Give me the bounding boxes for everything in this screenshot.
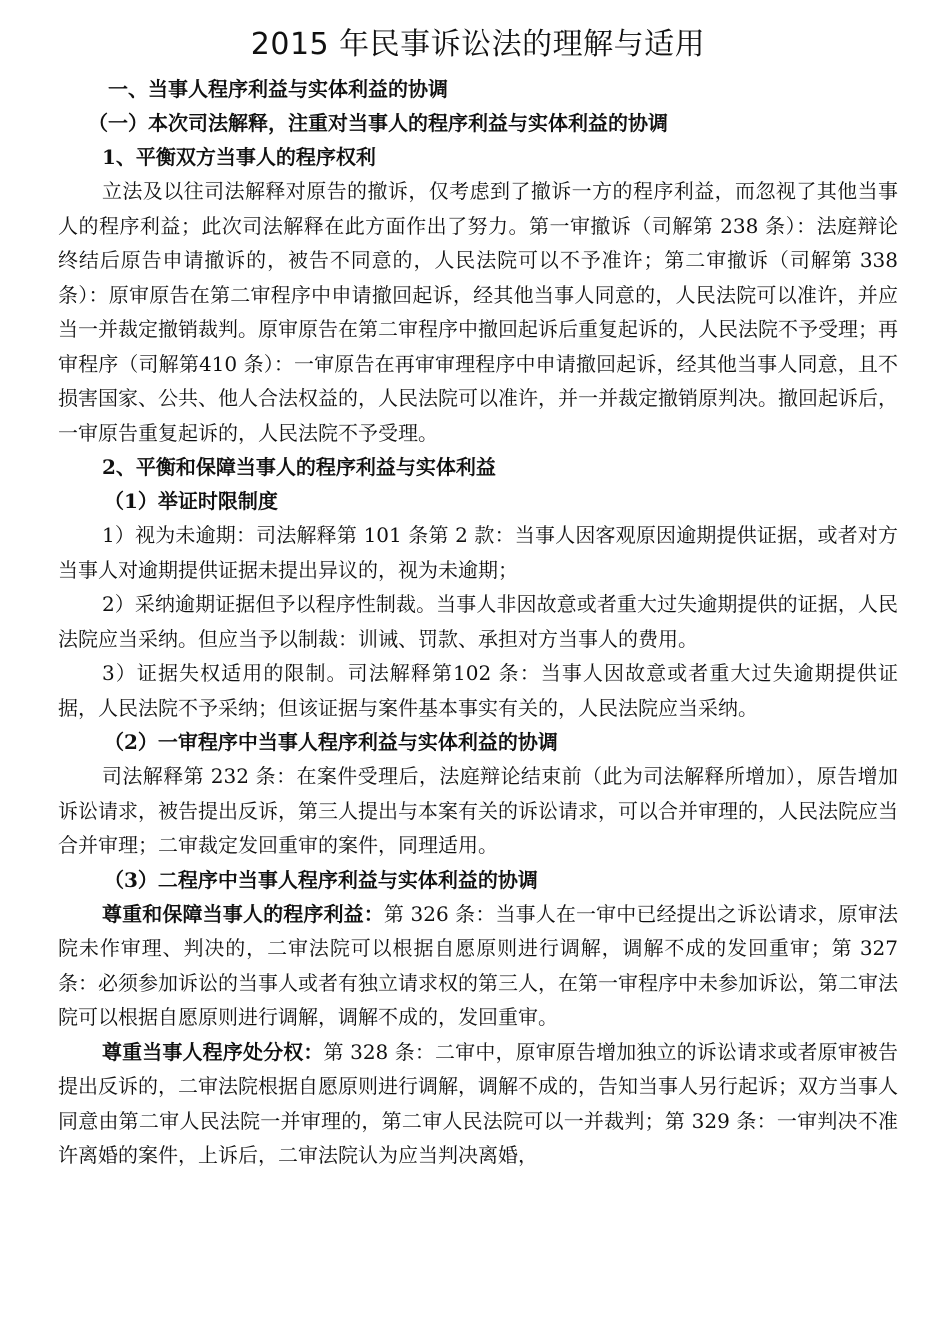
paragraph-6-body: 第 326 条：当事人在一审中已经提出之诉讼请求，原审法院未作审理、判决的，二审法院可以根据自愿原则进行调解，调解不成的发回重审；第 327 条：必须参加诉讼的当事人或者有独立请求权的第三人，在第一审程序中未参加诉讼，第二审法院可以根据自愿原则进行调解，调解不成的，发回重审。 <box>58 901 899 1029</box>
paragraph-2: 1）视为未逾期：司法解释第 101 条第 2 款：当事人因客观原因逾期提供证据，或者对方当事人对逾期提供证据未提出异议的，视为未逾期； <box>58 523 898 582</box>
subsection-heading-1-1: （一）本次司法解释，注重对当事人的程序利益与实体利益的协调 <box>88 111 668 135</box>
paragraph-1: 立法及以往司法解释对原告的撤诉，仅考虑到了撤诉一方的程序利益，而忽视了其他当事人的程序利益；此次司法解释在此方面作出了努力。第一审撤诉（司解第 238 条）：法庭辩论终结后原告申请撤诉的，被告不同意的，人民法院可以不予准许；第二审撤诉（司解第 338 条）：原审原告在第二审程序中申请撤回起诉，经其他当事人同意的，人民法院可以准许，并应当一并裁定撤销裁判。原审原告在第二审程序中撤回起诉后重复起诉的，人民法院不予受理；再审程序（司解第410 条）：一审原告在再审审理程序中申请撤回起诉，经其他当事人同意，且不损害国家、公共、他人合法权益的，人民法院可以准许，并一并裁定撤销原判决。撤回起诉后，一审原告重复起诉的，人民法院不予受理。 <box>58 179 898 445</box>
paragraph-5: 司法解释第 232 条：在案件受理后，法庭辩论结束前（此为司法解释所增加），原告增加诉讼请求，被告提出反诉，第三人提出与本案有关的诉讼请求，可以合并审理的，人民法院应当合并审理；二审裁定发回重审的案件，同理适用。 <box>58 764 898 857</box>
point-heading-1: 1、平衡双方当事人的程序权利 <box>102 145 376 169</box>
section-heading-1: 一、当事人程序利益与实体利益的协调 <box>108 77 448 101</box>
paragraph-3: 2）采纳逾期证据但予以程序性制裁。当事人非因故意或者重大过失逾期提供的证据，人民法院应当采纳。但应当予以制裁：训诫、罚款、承担对方当事人的费用。 <box>58 592 898 651</box>
paragraph-6 <box>58 897 898 1035</box>
item-heading-2-1: （1）举证时限制度 <box>104 489 278 513</box>
document-title: 2015 年民事诉讼法的理解与适用 <box>250 27 706 62</box>
point-heading-2: 2、平衡和保障当事人的程序利益与实体利益 <box>102 455 496 479</box>
paragraph-7-body: 第 328 条：二审中，原审原告增加独立的诉讼请求或者原审被告提出反诉的，二审法院根据自愿原则进行调解，调解不成的，告知当事人另行起诉；双方当事人同意由第二审人民法院一并审理的，第二审人民法院可以一并裁判；第 329 条：一审判决不准许离婚的案件，上诉后，二审法院认为应当判决离婚， <box>58 1039 899 1167</box>
paragraph-7-lead: 尊重当事人程序处分权： <box>102 1039 324 1064</box>
item-heading-2-2: （2）一审程序中当事人程序利益与实体利益的协调 <box>104 730 558 754</box>
paragraph-7 <box>58 1035 898 1173</box>
document-page <box>58 22 898 1173</box>
paragraph-6-lead: 尊重和保障当事人的程序利益： <box>102 901 384 926</box>
paragraph-4: 3）证据失权适用的限制。司法解释第102 条：当事人因故意或者重大过失逾期提供证据，人民法院不予采纳；但该证据与案件基本事实有关的，人民法院应当采纳。 <box>58 661 898 720</box>
item-heading-2-3: （3）二程序中当事人程序利益与实体利益的协调 <box>104 867 538 892</box>
